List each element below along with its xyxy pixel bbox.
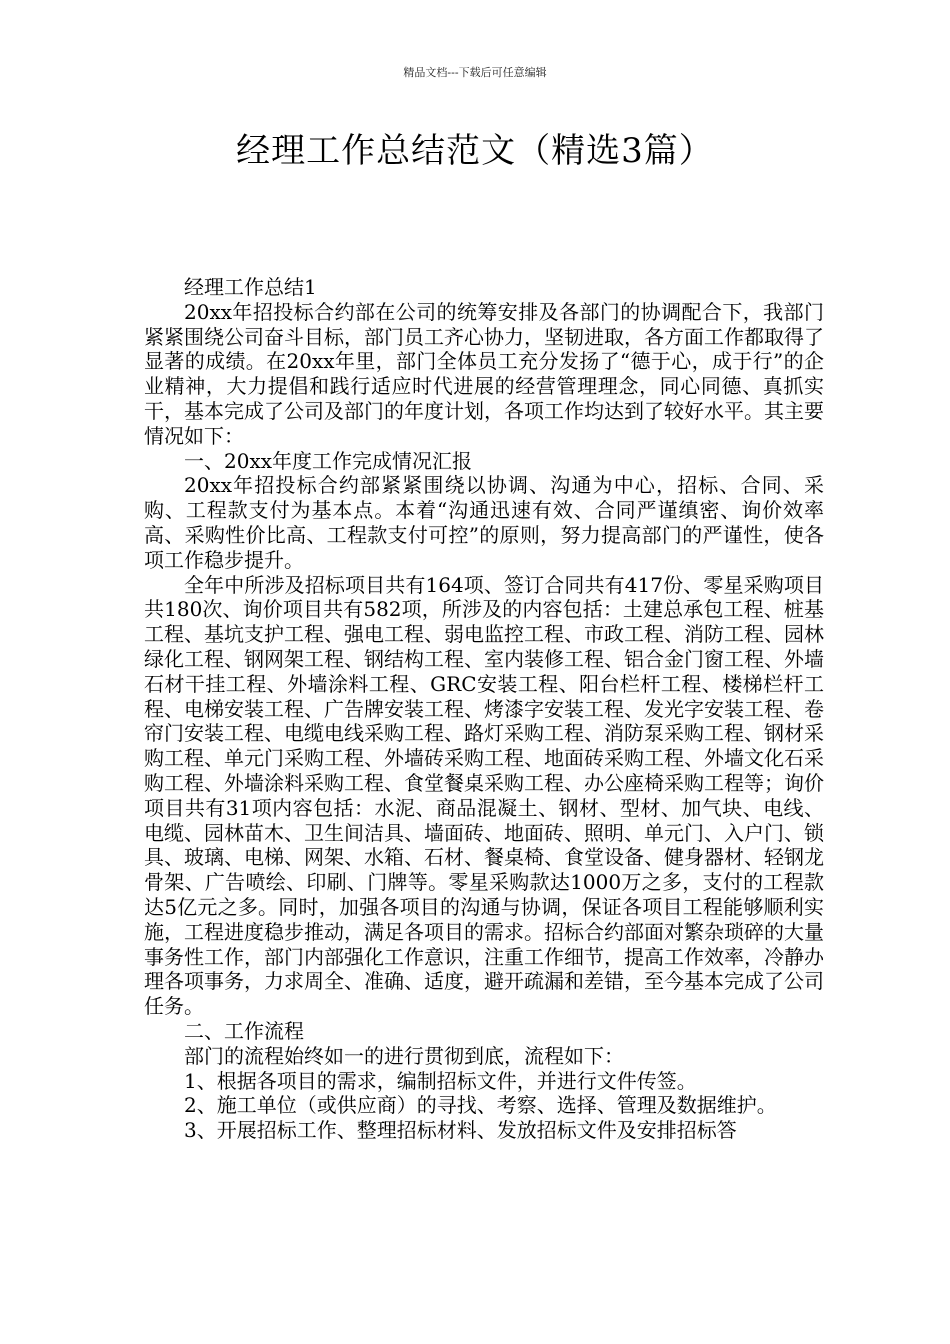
section-heading: 一、20xx年度工作完成情况汇报 bbox=[184, 448, 473, 473]
document-body bbox=[144, 275, 824, 1143]
section-heading: 二、工作流程 bbox=[184, 1018, 304, 1043]
header-note: 精品文档---下载后可任意编辑 bbox=[403, 66, 547, 79]
paragraph: 20xx年招投标合约部紧紧围绕以协调、沟通为中心，招标、合同、采购、工程款支付为基本点。本着“沟通迅速有效、合同严谨缜密、询价效率高、采购性价比高、工程款支付可控”的原则，努力提高部门的严谨性，使各项工作稳步提升。 bbox=[144, 473, 824, 572]
list-item: 3、开展招标工作、整理招标材料、发放招标文件及安排招标答 bbox=[184, 1118, 737, 1143]
document-title: 经理工作总结范文（精选3篇） bbox=[236, 131, 714, 171]
list-item: 2、施工单位（或供应商）的寻找、考察、选择、管理及数据维护。 bbox=[184, 1093, 777, 1118]
paragraph: 20xx年招投标合约部在公司的统筹安排及各部门的协调配合下，我部门紧紧围绕公司奋斗目标，部门员工齐心协力，坚韧进取，各方面工作都取得了显著的成绩。在20xx年里，部门全体员工充分发扬了“德于心，成于行”的企业精神，大力提倡和践行适应时代进展的经营管理理念，同心同德、真抓实干，基本完成了公司及部门的年度计划，各项工作均达到了较好水平。其主要情况如下： bbox=[144, 299, 824, 448]
section-heading: 经理工作总结1 bbox=[184, 275, 317, 299]
paragraph: 全年中所涉及招标项目共有164项、签订合同共有417份、零星采购项目共180次、询价项目共有582项，所涉及的内容包括：土建总承包工程、桩基工程、基坑支护工程、强电工程、弱电监控工程、市政工程、消防工程、园林绿化工程、钢网架工程、钢结构工程、室内装修工程、铝合金门窗工程、外墙石材干挂工程、外墙涂料工程、GRC安装工程、阳台栏杆工程、楼梯栏杆工程、电梯安装工程、广告牌安装工程、烤漆字安装工程、发光字安装工程、卷帘门安装工程、电缆电线采购工程、路灯采购工程、消防泵采购工程、钢材采购工程、单元门采购工程、外墙砖采购工程、地面砖采购工程、外墙文化石采购工程、外墙涂料采购工程、食堂餐桌采购工程、办公座椅采购工程等；询价项目共有31项内容包括：水泥、商品混凝土、钢材、型材、加气块、电线、电缆、园林苗木、卫生间洁具、墙面砖、地面砖、照明、单元门、入户门、锁具、玻璃、电梯、网架、水箱、石材、餐桌椅、食堂设备、健身器材、轻钢龙骨架、广告喷绘、印刷、门牌等。零星采购款达1000万之多，支付的工程款达5亿元之多。同时，加强各项目的沟通与协调，保证各项目工程能够顺利实施，工程进度稳步推动，满足各项目的需求。招标合约部面对繁杂琐碎的大量事务性工作，部门内部强化工作意识，注重工作细节，提高工作效率，冷静办理各项事务，力求周全、准确、适度，避开疏漏和差错，至今基本完成了公司任务。 bbox=[144, 572, 824, 1019]
list-item: 1、根据各项目的需求，编制招标文件，并进行文件传签。 bbox=[184, 1068, 697, 1093]
paragraph: 部门的流程始终如一的进行贯彻到底，流程如下： bbox=[184, 1043, 624, 1068]
